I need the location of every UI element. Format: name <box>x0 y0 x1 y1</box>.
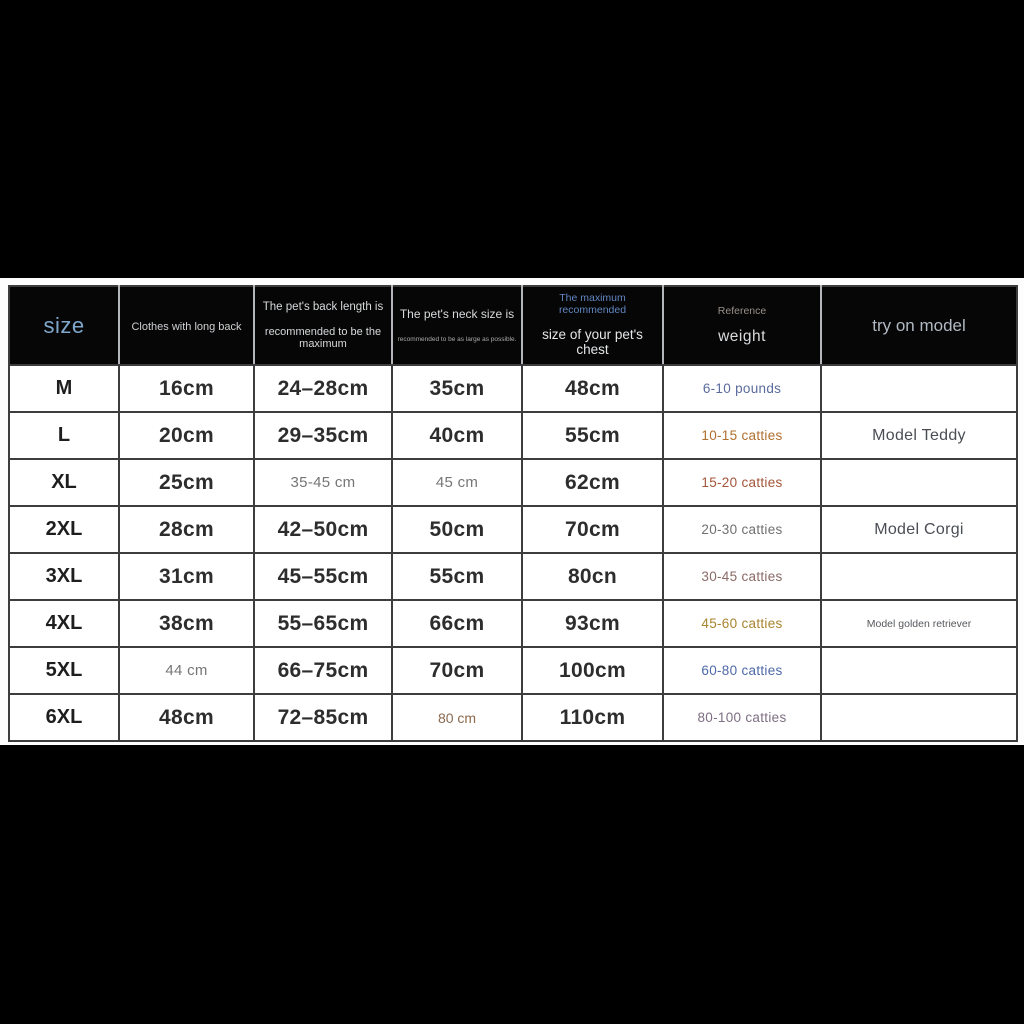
header-clothes-back <box>119 286 254 365</box>
header-try-on-model-label: try on model <box>872 315 966 335</box>
clothes-back-cell: 38cm <box>119 600 254 647</box>
clothes-back-cell: 48cm <box>119 694 254 741</box>
weight-cell: 30-45 catties <box>663 553 821 600</box>
back-length-cell: 42–50cm <box>254 506 392 553</box>
header-neck-size-line2: recommended to be as large as possible. <box>397 335 517 343</box>
header-try-on-model <box>821 286 1017 365</box>
table-row-3xl <box>9 553 1017 600</box>
chest-size-cell: 100cm <box>522 647 663 694</box>
chest-size-cell: 62cm <box>522 459 663 506</box>
header-size <box>9 286 119 365</box>
weight-cell: 6-10 pounds <box>663 365 821 412</box>
neck-size-cell: 70cm <box>392 647 522 694</box>
chest-size-cell: 70cm <box>522 506 663 553</box>
table-header-row <box>9 286 1017 365</box>
size-cell: 4XL <box>9 600 119 647</box>
model-cell <box>821 647 1017 694</box>
clothes-back-cell: 44 cm <box>119 647 254 694</box>
model-cell <box>821 694 1017 741</box>
back-length-cell: 55–65cm <box>254 600 392 647</box>
header-clothes-back-label: Clothes with long back <box>131 320 242 333</box>
header-chest-size-line1: The maximum recommended <box>558 292 627 316</box>
neck-size-cell: 66cm <box>392 600 522 647</box>
weight-cell: 20-30 catties <box>663 506 821 553</box>
clothes-back-cell: 28cm <box>119 506 254 553</box>
weight-cell: 15-20 catties <box>663 459 821 506</box>
chest-size-cell: 80cn <box>522 553 663 600</box>
model-cell: Model Corgi <box>821 506 1017 553</box>
model-cell: Model golden retriever <box>821 600 1017 647</box>
neck-size-cell: 80 cm <box>392 694 522 741</box>
header-reference-weight-line2: weight <box>718 328 766 346</box>
table-row-4xl <box>9 600 1017 647</box>
header-reference-weight <box>663 286 821 365</box>
chest-size-cell: 55cm <box>522 412 663 459</box>
clothes-back-cell: 25cm <box>119 459 254 506</box>
table-row-l <box>9 412 1017 459</box>
clothes-back-cell: 20cm <box>119 412 254 459</box>
clothes-back-cell: 31cm <box>119 553 254 600</box>
table-row-6xl <box>9 694 1017 741</box>
table-row-2xl <box>9 506 1017 553</box>
header-chest-size-line2: size of your pet's chest <box>542 327 643 358</box>
table-row-xl <box>9 459 1017 506</box>
header-back-length-line2: recommended to be the maximum <box>264 326 382 351</box>
table-row-5xl <box>9 647 1017 694</box>
weight-cell: 10-15 catties <box>663 412 821 459</box>
back-length-cell: 72–85cm <box>254 694 392 741</box>
size-cell: 5XL <box>9 647 119 694</box>
pet-size-chart-table <box>8 285 1018 742</box>
neck-size-cell: 40cm <box>392 412 522 459</box>
chest-size-cell: 48cm <box>522 365 663 412</box>
model-cell <box>821 365 1017 412</box>
back-length-cell: 24–28cm <box>254 365 392 412</box>
weight-cell: 45-60 catties <box>663 600 821 647</box>
header-chest-size <box>522 286 663 365</box>
size-cell: 3XL <box>9 553 119 600</box>
model-cell <box>821 459 1017 506</box>
header-neck-size <box>392 286 522 365</box>
header-size-label: size <box>43 312 85 338</box>
header-back-length <box>254 286 392 365</box>
neck-size-cell: 50cm <box>392 506 522 553</box>
clothes-back-cell: 16cm <box>119 365 254 412</box>
size-cell: XL <box>9 459 119 506</box>
model-cell: Model Teddy <box>821 412 1017 459</box>
neck-size-cell: 55cm <box>392 553 522 600</box>
neck-size-cell: 35cm <box>392 365 522 412</box>
header-reference-weight-line1: Reference <box>717 304 767 317</box>
size-cell: 2XL <box>9 506 119 553</box>
size-cell: 6XL <box>9 694 119 741</box>
weight-cell: 60-80 catties <box>663 647 821 694</box>
size-cell: L <box>9 412 119 459</box>
chest-size-cell: 93cm <box>522 600 663 647</box>
header-neck-size-line1: The pet's neck size is <box>399 307 515 322</box>
neck-size-cell: 45 cm <box>392 459 522 506</box>
size-cell: M <box>9 365 119 412</box>
model-cell <box>821 553 1017 600</box>
header-back-length-line1: The pet's back length is <box>262 300 384 313</box>
back-length-cell: 45–55cm <box>254 553 392 600</box>
weight-cell: 80-100 catties <box>663 694 821 741</box>
back-length-cell: 66–75cm <box>254 647 392 694</box>
table-row-m <box>9 365 1017 412</box>
back-length-cell: 35-45 cm <box>254 459 392 506</box>
chest-size-cell: 110cm <box>522 694 663 741</box>
back-length-cell: 29–35cm <box>254 412 392 459</box>
